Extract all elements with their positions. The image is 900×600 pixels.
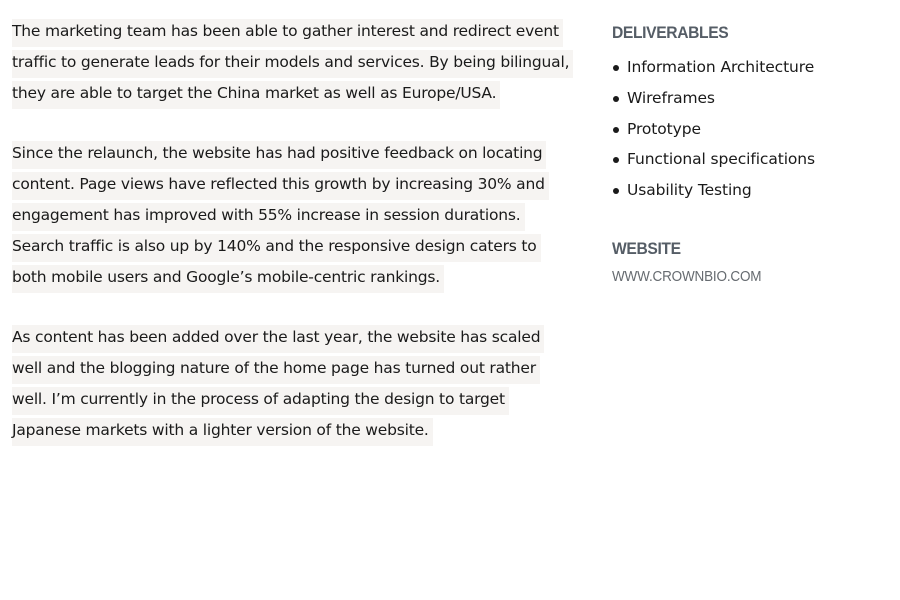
website-heading: WEBSITE	[612, 238, 681, 258]
bullet-icon	[613, 188, 619, 194]
list-item-label: Information Architecture	[627, 58, 815, 76]
paragraph-relaunch	[12, 138, 572, 292]
list-item-label: Functional specifications	[627, 150, 815, 169]
list-item	[612, 83, 882, 114]
list-item	[612, 114, 882, 145]
project-description	[12, 16, 572, 476]
deliverables-heading: DELIVERABLES	[612, 23, 729, 42]
deliverables-list	[612, 52, 882, 206]
list-item	[612, 144, 882, 175]
project-sidebar	[612, 20, 882, 285]
bullet-icon	[613, 65, 619, 71]
paragraph-text: The marketing team has been able to gather interest and redirect event traffic to generate leads for their models and services. By being bilingual, they are able to target the China market as well as Europe/USA.	[12, 19, 573, 109]
paragraph-text: Since the relaunch, the website has had positive feedback on locating content. Page views have reflected this growth by increasing 30% and engagement has improved with 55% increase in session durations. Search traffic is also up by 140% and the responsive design caters to both mobile users and Google’s mobile-centric rankings.	[12, 141, 549, 292]
bullet-icon	[613, 127, 619, 133]
list-item-label: Wireframes	[627, 88, 715, 107]
list-item	[612, 52, 882, 83]
paragraph-content-growth	[12, 322, 572, 445]
bullet-icon	[613, 157, 619, 163]
paragraph-marketing	[12, 16, 572, 108]
bullet-icon	[613, 96, 619, 102]
website-link[interactable]: WWW.CROWNBIO.COM	[612, 267, 762, 285]
paragraph-text: As content has been added over the last year, the website has scaled well and the blogging nature of the home page has turned out rather well. I’m currently in the process of adapting the design to target Japanese markets with a lighter version of the website.	[12, 325, 544, 445]
website-section	[612, 236, 882, 285]
list-item-label: Prototype	[627, 119, 701, 138]
list-item	[612, 175, 882, 206]
list-item-label: Usability Testing	[627, 181, 752, 200]
